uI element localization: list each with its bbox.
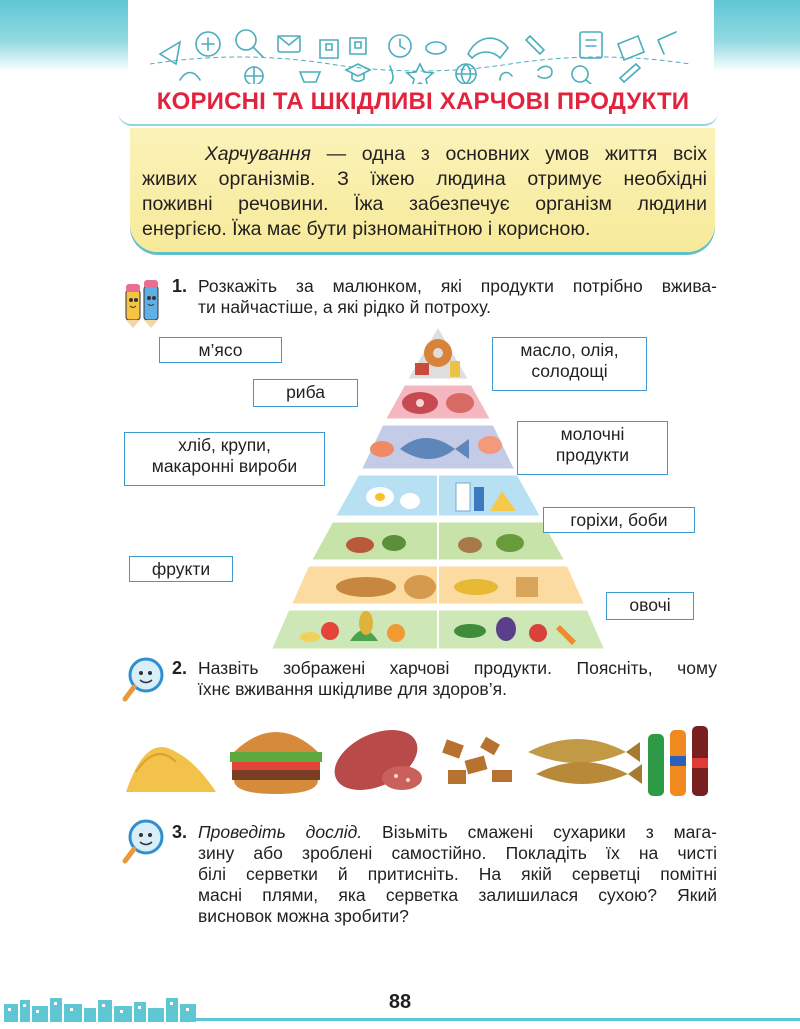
task-3-line-3: білі серветки й притисніть. На якій серветці помітні (198, 864, 717, 884)
corn-icon (454, 579, 498, 595)
orange-icon (387, 624, 405, 642)
city-skyline-decoration (0, 996, 215, 1022)
label-meat (159, 337, 282, 363)
eggplant-icon (496, 617, 516, 641)
task-3-line-1-text: Візьміть смажені сухарики з мага- (362, 822, 717, 842)
label-bread-line-1: хліб, крупи, (178, 435, 271, 455)
label-bread-line-2: макаронні вироби (151, 456, 298, 476)
croutons-icon (442, 737, 512, 784)
page-title: КОРИСНІ ТА ШКІДЛИВІ ХАРЧОВІ ПРОДУКТИ (156, 88, 690, 115)
task-1-line-1: Розкажіть за малюнком, які продукти потрібно вжива- (198, 276, 717, 296)
intro-line-1-text: — одна з основних умов життя всіх (310, 143, 707, 165)
greens-icon (382, 535, 406, 551)
label-dairy-line-1: молочні (560, 424, 625, 444)
intro-text (142, 142, 707, 242)
label-fish-text: риба (286, 382, 325, 402)
pyramid-tier-meat (384, 384, 492, 420)
beans-icon (346, 537, 374, 553)
label-nuts-text: горіхи, боби (570, 510, 668, 530)
footer-line (190, 1018, 800, 1021)
nuts-icon (458, 537, 482, 553)
label-fruits (129, 556, 233, 582)
pencils-icon (120, 276, 168, 328)
label-dairy (517, 421, 668, 475)
ham-icon (446, 393, 474, 413)
label-vegetables-text: овочі (629, 595, 671, 615)
candy-icon (415, 363, 429, 375)
task-2-text (198, 658, 717, 700)
magnifier-icon-2 (122, 817, 166, 865)
baguette-icon (336, 577, 396, 597)
task-2-line-2: їхнє вживання шкідливе для здоров’я. (198, 679, 507, 699)
task-3-number: 3. (172, 822, 188, 842)
label-butter (492, 337, 647, 391)
label-butter-line-2: солодощі (531, 361, 608, 381)
task-1-number: 1. (172, 276, 188, 296)
task-2-number: 2. (172, 658, 188, 678)
label-butter-line-1: масло, олія, (520, 340, 619, 360)
chips-icon (126, 747, 216, 792)
task-3-line-4: масні плями, яка серветка залишилася сухою? Який (198, 885, 717, 905)
banana-icon (300, 632, 320, 642)
toast-icon (516, 577, 538, 597)
pineapple-icon (359, 611, 373, 635)
label-bread (124, 432, 325, 486)
label-fish (253, 379, 358, 407)
school-doodles-decoration (150, 14, 690, 86)
task-1-text (198, 276, 717, 318)
shrimp-icon (478, 436, 502, 454)
task-3-line-5: висновок можна зробити? (198, 906, 409, 926)
oil-bottle-icon (450, 361, 460, 377)
milk-carton-icon (456, 483, 470, 511)
intro-line-1 (142, 142, 707, 167)
intro-line-3: поживні речовини. Їжа забезпечує організм людини (142, 193, 707, 215)
soda-bottles-icon (648, 726, 708, 796)
page-number: 88 (388, 991, 412, 1013)
unhealthy-foods-illustration (126, 712, 716, 802)
label-nuts (543, 507, 695, 533)
label-fruits-text: фрукти (151, 559, 211, 579)
label-vegetables (606, 592, 694, 620)
tomato-icon (529, 624, 547, 642)
apple-icon (321, 622, 339, 640)
salmon-icon (370, 441, 394, 457)
burger-icon (230, 732, 322, 794)
smoked-fish-icon (528, 739, 642, 784)
label-dairy-line-2: продукти (555, 445, 630, 465)
salami-icon (325, 718, 427, 802)
intro-line-4: енергією. Їжа має бути різноманітною і корисною. (142, 218, 591, 240)
task-3-text (198, 822, 717, 927)
intro-line-2: живих організмів. З їжею людина отримує необхідні (142, 168, 707, 190)
task-2-line-1: Назвіть зображені харчові продукти. Поясніть, чому (198, 658, 717, 678)
task-3-line-2: зину або зроблені самостійно. Покладіть їх на чисті (198, 843, 717, 863)
label-meat-text: м’ясо (198, 340, 243, 360)
task-3-emphasis: Проведіть дослід. (198, 822, 363, 842)
bread-icon (404, 575, 436, 599)
task-1-line-2: ти найчастіше, а які рідко й потроху. (198, 297, 491, 317)
task-3-line-1 (198, 822, 717, 843)
peas-icon (496, 534, 524, 552)
magnifier-icon (122, 655, 166, 703)
milk-bottle-icon (474, 487, 484, 511)
cucumber-icon (454, 624, 486, 638)
intro-term: Харчування (204, 143, 311, 165)
